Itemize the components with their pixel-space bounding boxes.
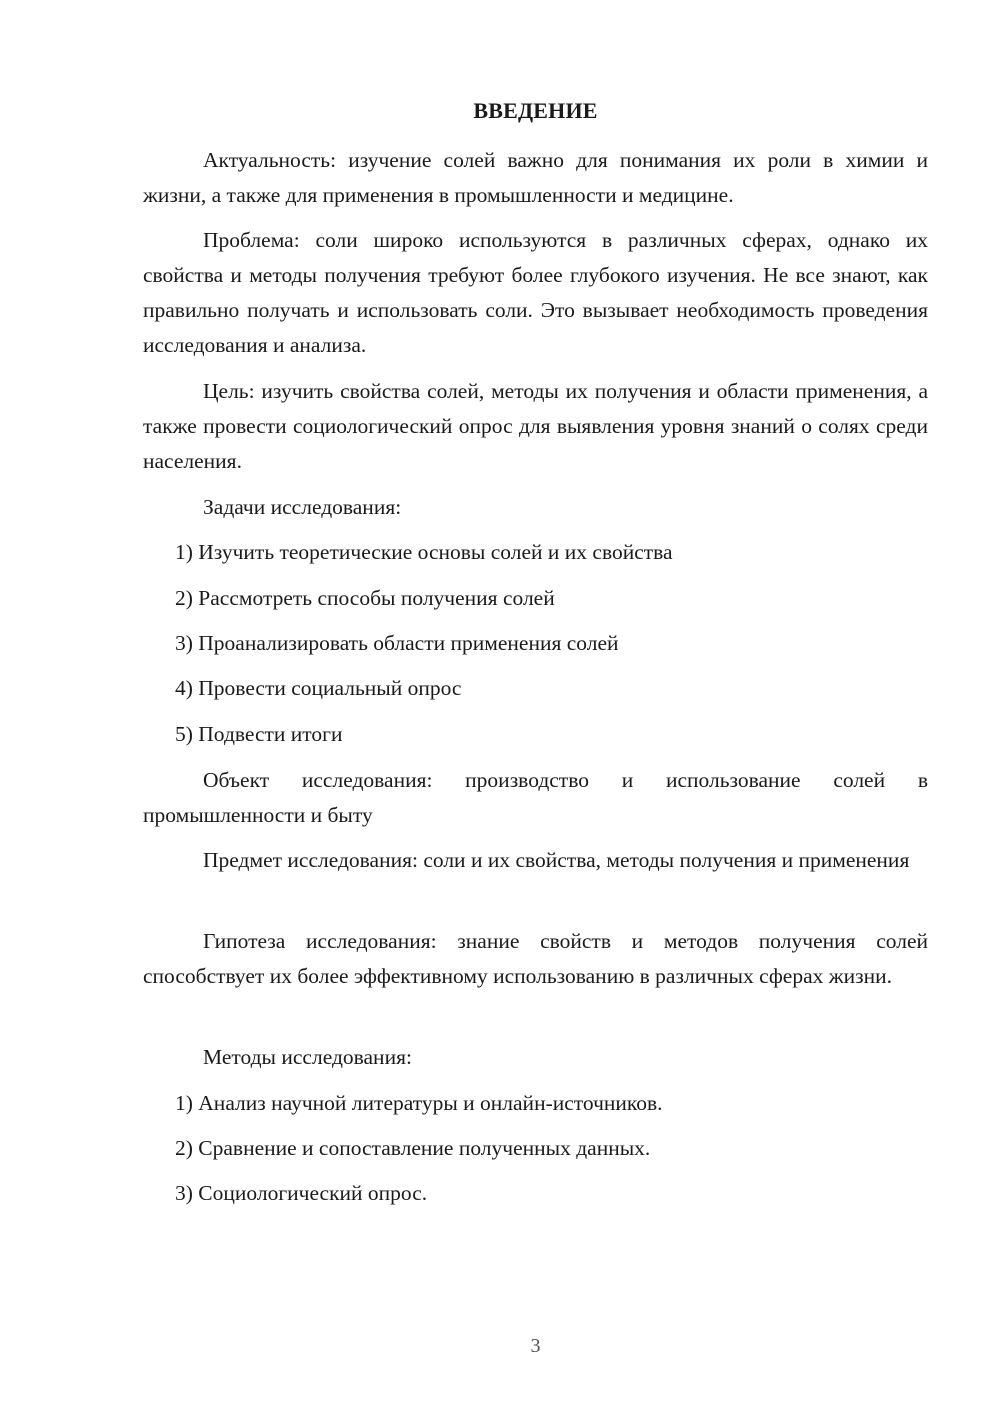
- object-paragraph: Объект исследования: производство и использование солей в промышленности и быту: [143, 768, 928, 827]
- task-item: 2) Рассмотреть способы получения солей: [175, 586, 555, 610]
- hypothesis-paragraph: Гипотеза исследования: знание свойств и методов получения солей способствует их более эффективному использованию в различных сферах жизни.: [143, 929, 928, 988]
- method-item: 1) Анализ научной литературы и онлайн-источников.: [175, 1091, 663, 1115]
- method-item: 2) Сравнение и сопоставление полученных данных.: [175, 1136, 651, 1160]
- relevance-paragraph: Актуальность: изучение солей важно для понимания их роли в химии и жизни, а также для применения в промышленности и медицине.: [143, 148, 928, 207]
- page-number: 3: [530, 1335, 541, 1357]
- problem-paragraph: Проблема: соли широко используются в различных сферах, однако их свойства и методы получения требуют более глубокого изучения. Не все знают, как правильно получать и использовать соли. Это вызывает необходимость проведения исследования и анализа.: [143, 228, 928, 357]
- methods-heading: Методы исследования:: [203, 1045, 412, 1069]
- tasks-heading: Задачи исследования:: [203, 495, 402, 519]
- task-item: 5) Подвести итоги: [175, 722, 343, 746]
- task-item: 3) Проанализировать области применения солей: [175, 631, 619, 655]
- page-title: ВВЕДЕНИЕ: [473, 98, 598, 123]
- task-item: 1) Изучить теоретические основы солей и их свойства: [175, 540, 673, 564]
- goal-paragraph: Цель: изучить свойства солей, методы их получения и области применения, а также провести социологический опрос для выявления уровня знаний о солях среди населения.: [143, 379, 928, 473]
- subject-paragraph: Предмет исследования: соли и их свойства, методы получения и применения: [203, 848, 910, 872]
- task-item: 4) Провести социальный опрос: [175, 676, 462, 700]
- method-item: 3) Социологический опрос.: [175, 1181, 428, 1205]
- document-page: [143, 0, 928, 1414]
